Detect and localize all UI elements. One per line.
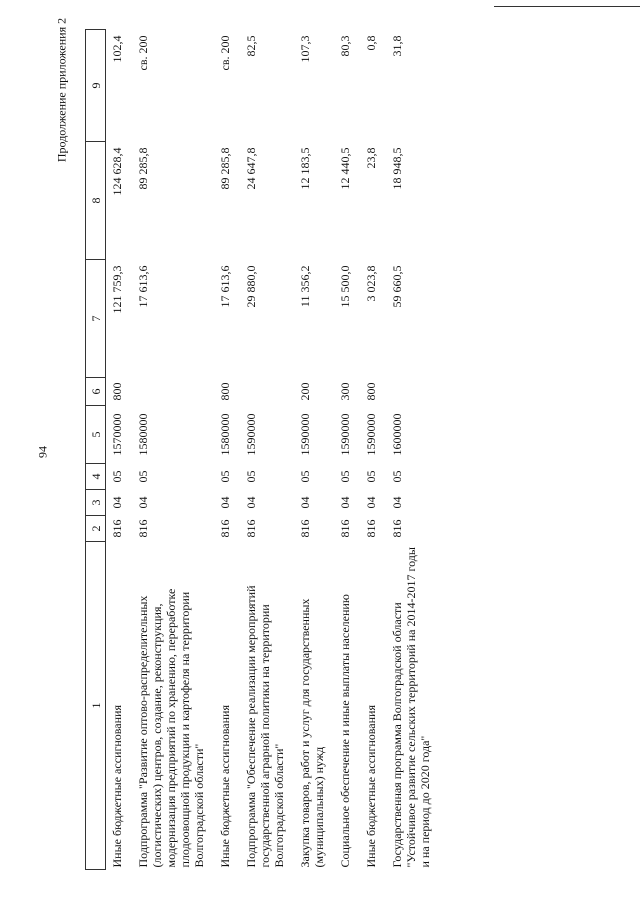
cell-col9: 80,3: [338, 35, 352, 57]
cell-expense-type: [386, 378, 440, 406]
header-col-7: 7: [86, 260, 106, 378]
cell-ministry: 816: [364, 519, 378, 538]
cell-col7: 121 759,3: [110, 265, 124, 314]
header-row: [86, 30, 106, 870]
header-col-8: 8: [86, 142, 106, 260]
cell-section: 04: [364, 496, 378, 509]
cell-col8: 12 183,5: [298, 147, 312, 190]
cell-target-article: 1590000: [364, 413, 378, 456]
cell-section: 04: [218, 496, 232, 509]
cell-col9: 107,3: [298, 35, 312, 63]
cell-col8: 12 440,5: [338, 147, 352, 190]
row-description: Иные бюджетные ассигнования: [218, 705, 232, 868]
budget-table: [85, 29, 440, 870]
cell-target-article: 1590000: [244, 413, 258, 456]
cell-target-article: 1590000: [338, 413, 352, 456]
header-col-5: 5: [86, 406, 106, 464]
table-row: [360, 30, 386, 870]
rotated-page: [85, 30, 605, 870]
cell-section: 04: [338, 496, 352, 509]
cell-col7: 11 356,2: [298, 265, 312, 308]
row-description: Подпрограмма "Обеспечение реализации мероприятий государственной аграрной политики на территории Волгоградской области": [244, 585, 286, 868]
cell-expense-type: 800: [218, 382, 232, 401]
cell-target-article: 1590000: [298, 413, 312, 456]
cell-ministry: 816: [298, 519, 312, 538]
cell-expense-type: 800: [110, 382, 124, 401]
cell-col7: 17 613,6: [218, 265, 232, 308]
cell-ministry: 816: [244, 519, 258, 538]
cell-subsection: 05: [136, 470, 150, 483]
cell-subsection: 05: [110, 470, 124, 483]
table-row: [106, 30, 133, 870]
cell-target-article: 1600000: [390, 413, 404, 456]
cell-col9: 0,8: [364, 35, 378, 51]
cell-col8: 23,8: [364, 147, 378, 169]
continuation-label: Продолжение приложения 2: [54, 17, 69, 163]
row-description: Иные бюджетные ассигнования: [110, 705, 124, 868]
cell-subsection: 05: [244, 470, 258, 483]
cell-col7: 3 023,8: [364, 265, 378, 302]
row-description: Иные бюджетные ассигнования: [364, 705, 378, 868]
cell-col7: 15 500,0: [338, 265, 352, 308]
cell-target-article: 1580000: [136, 413, 150, 456]
header-col-4: 4: [86, 464, 106, 490]
cell-subsection: 05: [218, 470, 232, 483]
cell-col7: 17 613,6: [136, 265, 150, 308]
cell-section: 04: [390, 496, 404, 509]
cell-ministry: 816: [136, 519, 150, 538]
cell-col8: 18 948,5: [390, 147, 404, 190]
table-row: [240, 30, 294, 870]
cell-section: 04: [298, 496, 312, 509]
cell-section: 04: [244, 496, 258, 509]
cell-col9: 31,8: [390, 35, 404, 57]
cell-expense-type: [240, 378, 294, 406]
cell-target-article: 1570000: [110, 413, 124, 456]
header-col-1: 1: [86, 542, 106, 870]
cell-col9: 102,4: [110, 35, 124, 63]
cell-section: 04: [110, 496, 124, 509]
cell-ministry: 816: [390, 519, 404, 538]
cell-expense-type: 300: [338, 382, 352, 401]
cell-expense-type: [132, 378, 214, 406]
cell-col8: 89 285,8: [218, 147, 232, 190]
header-col-3: 3: [86, 490, 106, 516]
page-number: 94: [35, 446, 50, 458]
header-col-9: 9: [86, 30, 106, 142]
cell-col8: 89 285,8: [136, 147, 150, 190]
cell-expense-type: 200: [298, 382, 312, 401]
row-description: Государственная программа Волгоградской области "Устойчивое развитие сельских территорий на 2014-2017 годы и на период до 2020 года": [390, 547, 432, 868]
row-description: Социальное обеспечение и иные выплаты населению: [338, 594, 352, 868]
cell-subsection: 05: [390, 470, 404, 483]
cell-ministry: 816: [338, 519, 352, 538]
table-row: [386, 30, 440, 870]
cell-col7: 29 880,0: [244, 265, 258, 308]
cell-col9: св. 200: [218, 35, 232, 71]
cell-section: 04: [136, 496, 150, 509]
table-row: [334, 30, 360, 870]
cell-col8: 24 647,8: [244, 147, 258, 190]
table-row: [294, 30, 334, 870]
cell-col7: 59 660,5: [390, 265, 404, 308]
cell-ministry: 816: [110, 519, 124, 538]
header-col-2: 2: [86, 516, 106, 542]
cell-expense-type: 800: [364, 382, 378, 401]
cell-col9: 82,5: [244, 35, 258, 57]
table-row: [214, 30, 240, 870]
row-description: Подпрограмма "Развитие оптово-распределительных (логистических) центров, создание, реконструкция, модернизация предприятий по хранению, переработке плодоовощной продукции и картофеля на территории Волгоградской области": [136, 588, 206, 868]
cell-ministry: 816: [218, 519, 232, 538]
cell-col8: 124 628,4: [110, 147, 124, 196]
cell-target-article: 1580000: [218, 413, 232, 456]
cell-subsection: 05: [298, 470, 312, 483]
cell-subsection: 05: [338, 470, 352, 483]
cell-col9: св. 200: [136, 35, 150, 71]
table-row: [132, 30, 214, 870]
cell-subsection: 05: [364, 470, 378, 483]
row-description: Закупка товаров, работ и услуг для государственных (муниципальных) нужд: [298, 598, 326, 868]
header-col-6: 6: [86, 378, 106, 406]
top-rule: [494, 6, 640, 7]
